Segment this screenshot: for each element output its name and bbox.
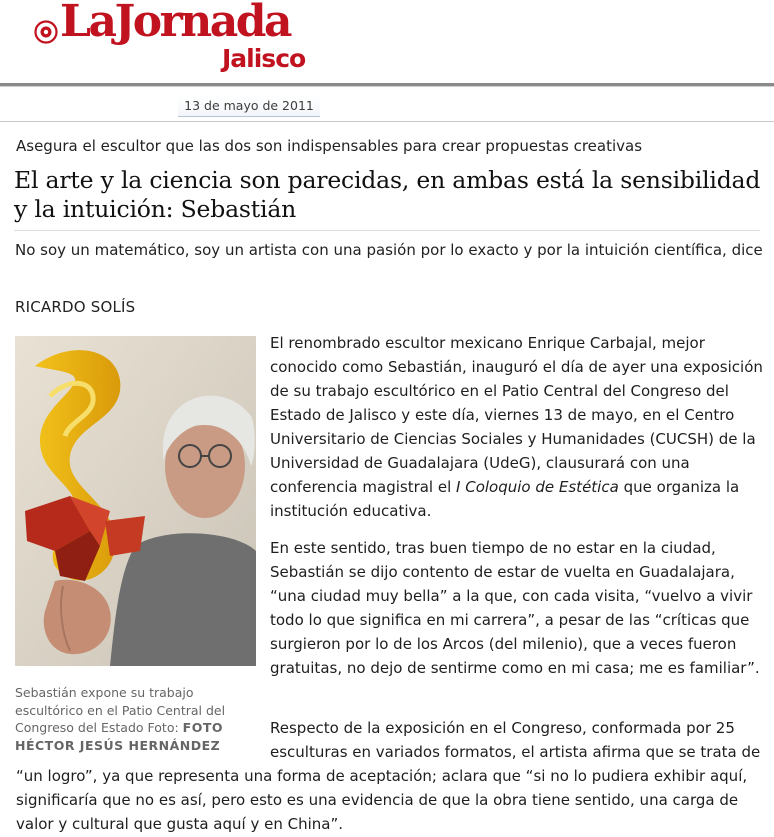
paragraph-3-line-3: “un logro”, ya que representa una forma de aceptación; aclara que “si no lo pudiera exhibir aquí, [16,767,748,785]
article-headline [14,166,769,224]
masthead [0,0,774,86]
article-paragraph-2: En este sentido, tras buen tiempo de no estar en la ciudad, Sebastián se dijo contento de estar de vuelta en Guadalajara, “una ciudad muy bella” a la que, con cada visita, “vuelvo a vivir todo lo que significa en mi carrera”, a pesar de las “críticas que surgieron por lo de los Arcos (del milenio), que a veces fueron gratuitas, no dejo de sentirme como en mi casa; me es familiar”. [270,539,760,677]
article-subhead: No soy un matemático, soy un artista con una pasión por lo exacto y por la intuición científica, dice [15,241,763,259]
newspaper-logo[interactable] [34,2,334,80]
logo-wordmark: LaJornada [60,0,291,47]
paragraph-1-end: que organiza la institución educativa. [270,478,740,520]
paragraph-1-text: El renombrado escultor mexicano Enrique Carbajal, mejor conocido como Sebastián, inauguró el día de ayer una exposición de su trabajo escultórico en el Patio Central del Congreso del Estado de Jalisco y este día, viernes 13 de mayo, en el Centro Universitario de Ciencias Sociales y Humanidades (CUCSH) de la Universidad de Guadalajara (UdeG), clausurará con una conferencia magistral el [270,334,763,496]
headline-divider [14,230,760,231]
article-kicker: Asegura el escultor que las dos son indispensables para crear propuestas creativas [16,137,643,155]
paragraph-3-line-4: significaría que no es así, pero esto es una evidencia de que la obra tiene sentido, una carga de [16,791,739,809]
event-title: I Coloquio de Estética [456,478,619,496]
article-paragraph-1 [270,331,770,523]
logo-emblem-icon [34,20,58,44]
date-divider [0,121,774,122]
article-byline: RICARDO SOLÍS [15,298,136,316]
logo-region: Jalisco [222,44,306,73]
headline-text: El arte y la ciencia son parecidas, en ambas está la sensibilidad y la intuición: Sebastián [14,166,761,223]
paragraph-3-line-5: valor y cultural que gusta aquí y en China”. [16,815,343,833]
photo-credit: FOTO HÉCTOR JESÚS HERNÁNDEZ [15,720,223,753]
masthead-divider [0,83,774,87]
sculptor-photo-illustration [15,336,256,666]
caption-text: Sebastián expone su trabajo escultórico en el Patio Central del Congreso del Estado Foto: [15,685,226,735]
paragraph-3-narrow: Respecto de la exposición en el Congreso, conformada por 25 esculturas en variados formatos, el artista afirma que se trata de [270,719,761,761]
article-photo[interactable] [15,336,256,666]
photo-caption [15,684,259,754]
publication-date[interactable]: 13 de mayo de 2011 [178,96,320,117]
